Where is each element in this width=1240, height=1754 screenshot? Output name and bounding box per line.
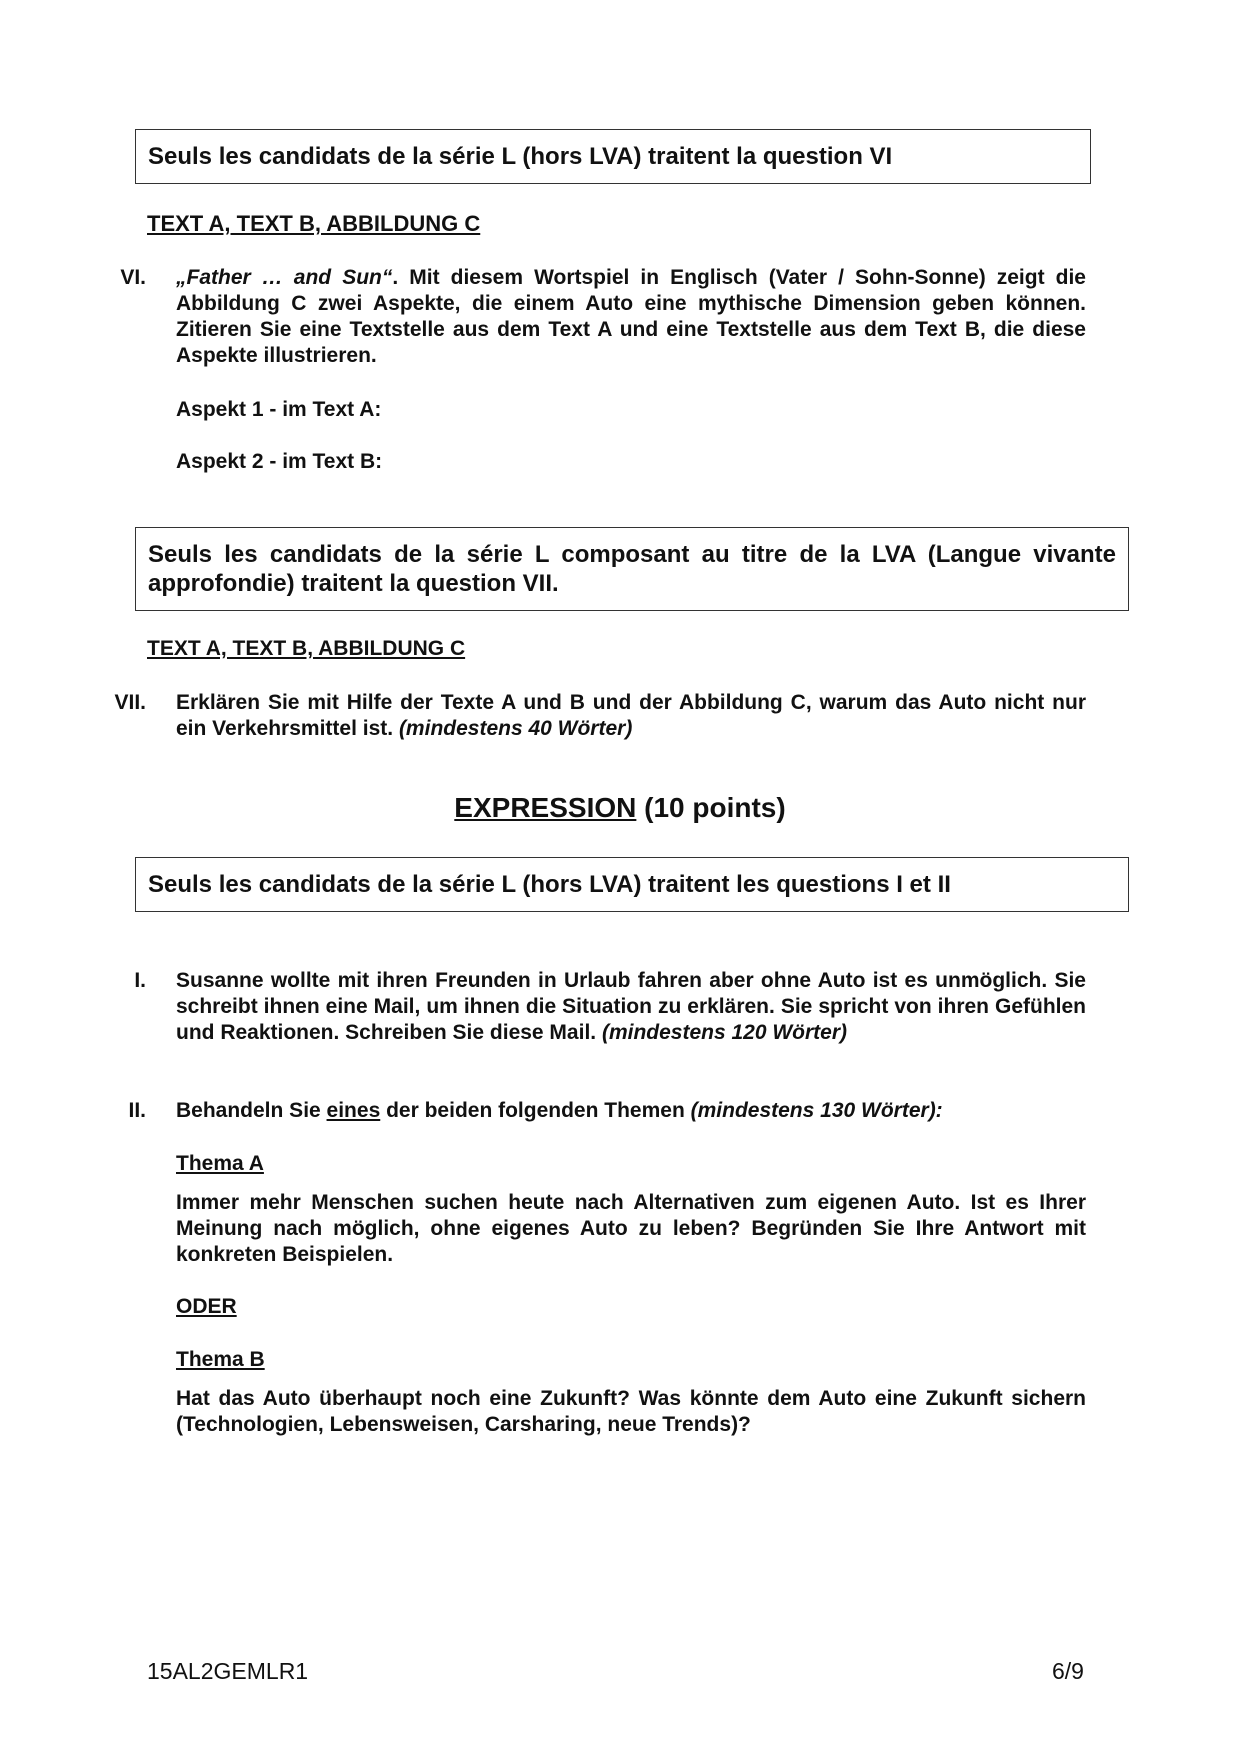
- question-text-ii: [176, 1098, 943, 1124]
- word-count-note-vii: (mindestens 40 Wörter): [398, 717, 633, 740]
- question-body-vii: Erklären Sie mit Hilfe der Texte A und B und der Abbildung C, warum das Auto nicht nur ein Verkehrsmittel ist.: [176, 691, 1086, 740]
- question-number-vi: VI.: [120, 266, 146, 289]
- question-text-vii: [176, 690, 1086, 742]
- aspect-1-label: Aspekt 1 - im Text A:: [176, 398, 382, 421]
- question-body-ii-emphasis: eines: [326, 1099, 381, 1122]
- question-text-i: [176, 968, 1086, 1046]
- oder-label: ODER: [176, 1295, 237, 1318]
- notice-box-vi: [135, 129, 1091, 184]
- question-number-i: I.: [134, 969, 146, 992]
- thema-a-title: Thema A: [176, 1152, 264, 1175]
- question-body-i: Susanne wollte mit ihren Freunden in Urlaub fahren aber ohne Auto ist es unmöglich. Sie schreibt ihnen eine Mail, um ihnen die Situation zu erklären. Sie spricht von ihren Gefühlen und Reaktionen. Schreiben Sie diese Mail.: [176, 969, 1086, 1044]
- notice-text-vi: Seuls les candidats de la série L (hors LVA) traitent la question VI: [148, 143, 893, 170]
- question-body-ii-start: Behandeln Sie: [176, 1099, 327, 1122]
- section-heading-vi: TEXT A, TEXT B, ABBILDUNG C: [147, 211, 481, 236]
- thema-b-title: Thema B: [176, 1348, 265, 1371]
- thema-b-text: Hat das Auto überhaupt noch eine Zukunft? Was könnte dem Auto eine Zukunft sichern (Technologien, Lebensweisen, Carsharing, neue Trends)?: [176, 1387, 1086, 1436]
- aspect-2-label: Aspekt 2 - im Text B:: [176, 450, 383, 473]
- thema-a-text: Immer mehr Menschen suchen heute nach Alternativen zum eigenen Auto. Ist es Ihrer Meinung nach möglich, ohne eigenes Auto zu leben? Begründen Sie Ihre Antwort mit konkreten Beispielen.: [176, 1191, 1086, 1266]
- section-heading-vii: TEXT A, TEXT B, ABBILDUNG C: [147, 637, 466, 660]
- notice-box-vii: [135, 527, 1129, 611]
- footer-code: 15AL2GEMLR1: [147, 1658, 309, 1684]
- quote-text: „Father … and Sun“: [176, 266, 393, 289]
- question-text-vi: [176, 265, 1086, 369]
- word-count-note-ii: (mindestens 130 Wörter):: [690, 1099, 943, 1122]
- word-count-note-i: (mindestens 120 Wörter): [601, 1021, 848, 1044]
- expression-label: EXPRESSION: [454, 792, 637, 823]
- expression-title: [0, 792, 1240, 824]
- expression-points: (10 points): [636, 792, 786, 823]
- page-number: 6/9: [1052, 1658, 1084, 1684]
- question-body-vi: . Mit diesem Wortspiel in Englisch (Vater / Sohn-Sonne) zeigt die Abbildung C zwei Aspekte, die einem Auto eine mythische Dimension geben können. Zitieren Sie eine Textstelle aus dem Text A und eine Textstelle aus dem Text B, die diese Aspekte illustrieren.: [176, 266, 1086, 367]
- question-body-ii-end: der beiden folgenden Themen: [380, 1099, 691, 1122]
- notice-text-vii: Seuls les candidats de la série L composant au titre de la LVA (Langue vivante approfondie) traitent la question VII.: [148, 541, 1116, 597]
- question-number-vii: VII.: [114, 691, 146, 714]
- question-number-ii: II.: [128, 1099, 146, 1122]
- notice-text-expression: Seuls les candidats de la série L (hors LVA) traitent les questions I et II: [148, 871, 951, 898]
- notice-box-expression: [135, 857, 1129, 912]
